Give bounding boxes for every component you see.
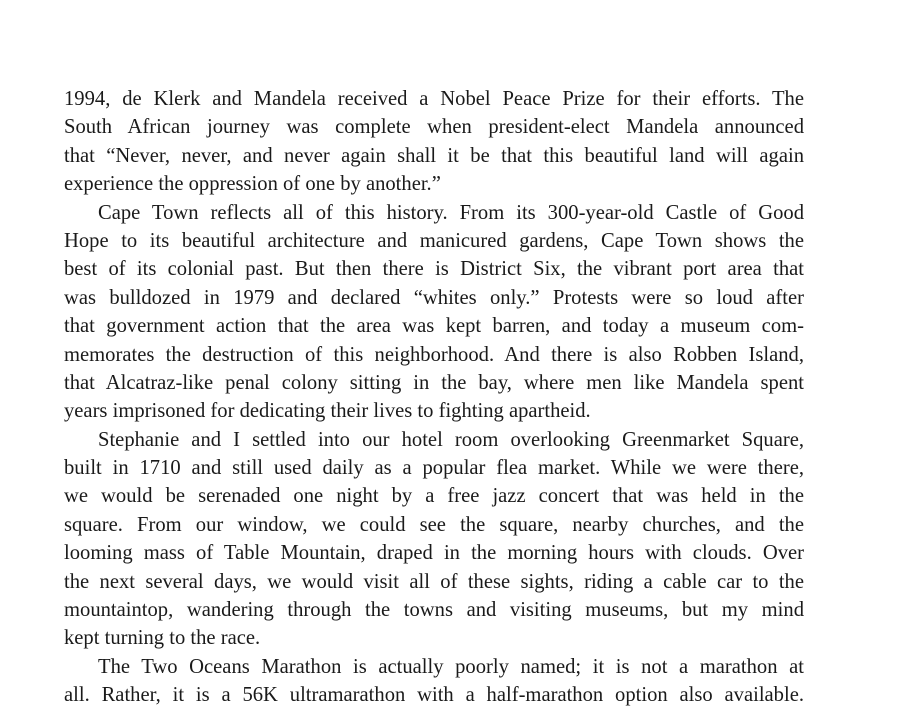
text-line: Cape Town reflects all of this history. From its 300-year-old Castle of Good (98, 201, 804, 224)
text-line: best of its colonial past. But then there is District Six, the vibrant port area that (64, 258, 804, 281)
text-line: that government action that the area was kept barren, and today a museum com- (64, 315, 804, 338)
text-line: that Alcatraz-like penal colony sitting in the bay, where men like Mandela spent (64, 371, 804, 394)
text-line: was bulldozed in 1979 and declared “whites only.” Protests were so loud after (64, 286, 804, 309)
text-line: Stephanie and I settled into our hotel room overlooking Greenmarket Square, (98, 428, 804, 451)
text-line: The Two Oceans Marathon is actually poorly named; it is not a marathon at (98, 655, 804, 678)
text-line: South African journey was complete when president-elect Mandela announced (64, 116, 804, 139)
text-line: built in 1710 and still used daily as a popular flea market. While we were there, (64, 457, 804, 480)
paragraph (64, 426, 804, 653)
paragraph (64, 85, 804, 199)
text-line: 1994, de Klerk and Mandela received a Nobel Peace Prize for their efforts. The (64, 88, 804, 110)
text-line: all. Rather, it is a 56K ultramarathon with a half-marathon option also available. (64, 684, 804, 707)
text-line: that “Never, never, and never again shall it be that this beautiful land will again (64, 144, 804, 167)
text-line: the next several days, we would visit all of these sights, riding a cable car to the (64, 570, 804, 593)
text-line: kept turning to the race. (64, 627, 261, 650)
paragraph (64, 199, 804, 426)
body-text (64, 85, 804, 710)
text-line: looming mass of Table Mountain, draped in the morning hours with clouds. Over (64, 542, 804, 565)
text-line: we would be serenaded one night by a free jazz concert that was held in the (64, 485, 804, 508)
text-line: mountaintop, wandering through the towns and visiting museums, but my mind (64, 599, 804, 622)
text-line: memorates the destruction of this neighborhood. And there is also Robben Island, (64, 343, 804, 366)
text-line: years imprisoned for dedicating their lives to fighting apartheid. (64, 400, 591, 423)
text-line: experience the oppression of one by another.” (64, 173, 441, 196)
paragraph (64, 653, 804, 710)
text-line: square. From our window, we could see the square, nearby churches, and the (64, 513, 804, 536)
text-line: Hope to its beautiful architecture and manicured gardens, Cape Town shows the (64, 229, 804, 252)
